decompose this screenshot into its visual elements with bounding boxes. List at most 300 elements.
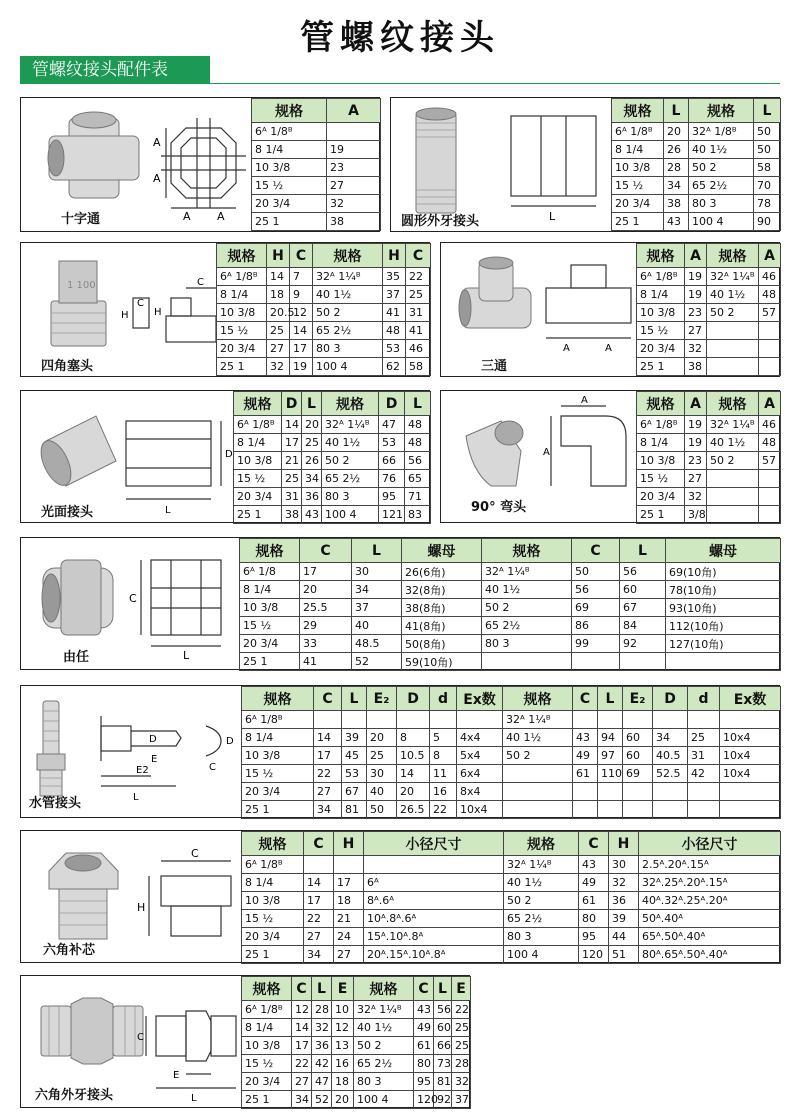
table-cell: [759, 470, 781, 488]
table-cell: 25: [688, 729, 720, 747]
table-cell: 20: [302, 416, 322, 434]
col-header: E₂: [623, 687, 653, 711]
table-cell: 8 1/4: [242, 874, 304, 892]
caption-elbow-90: 90° 弯头: [471, 500, 527, 515]
table-cell: 22: [314, 765, 342, 783]
table-cell: 80 3: [354, 1073, 414, 1091]
table-cell: 56: [405, 452, 431, 470]
table-cell: 40 1½: [689, 141, 754, 159]
table-cell: 50 2: [707, 304, 759, 322]
table-cell: 10 3/8: [240, 599, 300, 617]
table-cell: 8 1/4: [242, 729, 314, 747]
table-cell: 15 ½: [612, 177, 664, 195]
table-cell: 35: [383, 268, 406, 286]
table-cell: 14: [290, 322, 313, 340]
col-header: Ex数: [720, 687, 781, 711]
table-cell: 50: [572, 563, 620, 581]
table-cell: 67: [620, 599, 666, 617]
table-cell: 23: [685, 304, 707, 322]
table-cell: 32ᴬ 1¼ᴮ: [504, 856, 579, 874]
table-cell: 58: [406, 358, 431, 376]
table-cell: 32ᴬ 1/8ᴮ: [689, 123, 754, 141]
table-cell: 49: [579, 874, 609, 892]
union-illustration: [21, 538, 241, 669]
dim-label-c: C: [191, 847, 199, 860]
table-cell: 20 3/4: [252, 195, 327, 213]
table-cell: 46: [406, 340, 431, 358]
table-cell: 34: [314, 801, 342, 819]
table-cell: 34: [302, 470, 322, 488]
table-cell: 8: [397, 729, 430, 747]
table-cell: 33: [300, 635, 352, 653]
col-header: 规格: [689, 99, 754, 123]
table-cell: 59(10角): [402, 653, 482, 671]
table-cell: 65 2½: [313, 322, 383, 340]
table-cell: 38(8角): [402, 599, 482, 617]
table-cell: 67: [342, 783, 367, 801]
table-row: [240, 653, 781, 671]
page-title: 管螺纹接头: [300, 18, 500, 58]
table-cell: [759, 322, 781, 340]
table-cell: [367, 711, 397, 729]
table-row: [217, 304, 431, 322]
dim-label-e2: E2: [136, 765, 149, 776]
table-cell: 53: [342, 765, 367, 783]
table-cell: 10: [332, 1001, 354, 1019]
table-cell: 28: [664, 159, 689, 177]
table-cell: 21: [334, 910, 364, 928]
table-cell: [688, 711, 720, 729]
dim-label-l: L: [549, 210, 556, 223]
table-cell: 27: [314, 783, 342, 801]
table-cell: [666, 653, 781, 671]
table-cell: 50: [754, 123, 781, 141]
table-cell: 6ᴬ 1/8ᴮ: [637, 416, 685, 434]
table-row: [240, 617, 781, 635]
table-cell: 20 3/4: [242, 783, 314, 801]
table-cell: 27: [685, 470, 707, 488]
table-cell: 57: [759, 452, 781, 470]
table-row: [612, 195, 781, 213]
table-cell: 61: [573, 765, 598, 783]
table-cell: 20: [332, 1091, 354, 1109]
table-cell: 22: [430, 801, 457, 819]
table-cell: 40 1½: [504, 874, 579, 892]
table-row: [612, 159, 781, 177]
table-cell: 34: [304, 946, 334, 964]
table-cell: 49: [414, 1019, 434, 1037]
table-cell: 10 3/8: [242, 747, 314, 765]
col-header: H: [383, 244, 406, 268]
table-row: [252, 195, 381, 213]
table-row: [234, 416, 431, 434]
table-cell: 50 2: [354, 1037, 414, 1055]
table-cell: 6ᴬ 1/8ᴮ: [242, 1001, 292, 1019]
table-cell: 2.5ᴬ.20ᴬ.15ᴬ: [639, 856, 781, 874]
table-cell: [720, 783, 781, 801]
col-header: L: [434, 977, 452, 1001]
spec-table-cross-tee: [251, 98, 381, 231]
table-row: [242, 1019, 471, 1037]
table-cell: 90: [754, 213, 781, 231]
table-cell: 65 2½: [322, 470, 379, 488]
table-cell: 12: [290, 304, 313, 322]
table-cell: 80: [414, 1055, 434, 1073]
table-cell: 32ᴬ 1¼ᴮ: [707, 268, 759, 286]
table-cell: 43: [573, 729, 598, 747]
table-cell: 110: [598, 765, 623, 783]
table-cell: 6ᴬ 1/8: [240, 563, 300, 581]
table-cell: 76: [379, 470, 405, 488]
col-header: 规格: [242, 687, 314, 711]
table-row: [637, 286, 781, 304]
section-elbow-90: [440, 390, 780, 523]
table-cell: 34: [653, 729, 688, 747]
section-header-underline: [210, 83, 780, 84]
table-cell: 10 3/8: [612, 159, 664, 177]
table-cell: 56: [434, 1001, 452, 1019]
table-cell: [688, 801, 720, 819]
table-cell: 19: [290, 358, 313, 376]
table-cell: 17: [290, 340, 313, 358]
table-cell: 20: [367, 729, 397, 747]
table-row: [612, 141, 781, 159]
col-header: L: [664, 99, 689, 123]
table-cell: 32ᴬ 1¼ᴮ: [503, 711, 573, 729]
table-cell: 10x4: [720, 729, 781, 747]
table-cell: 32: [685, 488, 707, 506]
table-row: [252, 141, 381, 159]
dim-label-e: E: [151, 754, 158, 765]
table-cell: 80 3: [322, 488, 379, 506]
dim-label-a: A: [605, 343, 612, 354]
table-cell: 45: [342, 747, 367, 765]
col-header: 规格: [313, 244, 383, 268]
section-square-plug: [20, 242, 430, 377]
table-cell: [364, 856, 504, 874]
table-cell: 8 1/4: [217, 286, 267, 304]
col-header: 规格: [707, 244, 759, 268]
table-row: [242, 801, 781, 819]
col-header: A: [685, 392, 707, 416]
col-header: L: [754, 99, 781, 123]
caption-plain-coupling: 光面接头: [41, 505, 94, 520]
table-cell: 36: [609, 892, 639, 910]
table-cell: 36: [302, 488, 322, 506]
table-cell: 95: [414, 1073, 434, 1091]
table-cell: [430, 711, 457, 729]
table-cell: [598, 711, 623, 729]
table-cell: 10 3/8: [234, 452, 282, 470]
table-cell: 69: [623, 765, 653, 783]
table-cell: 6ᴬ 1/8ᴮ: [234, 416, 282, 434]
table-cell: 10x4: [457, 801, 503, 819]
table-cell: 70: [754, 177, 781, 195]
caption-tee: 三通: [481, 359, 508, 374]
table-cell: 38: [685, 358, 707, 376]
table-cell: 20 3/4: [612, 195, 664, 213]
table-cell: [503, 765, 573, 783]
table-row: [217, 286, 431, 304]
section-hose-nipple: [20, 685, 780, 818]
table-cell: 15 ½: [637, 470, 685, 488]
table-cell: 10 3/8: [242, 892, 304, 910]
table-cell: 38: [327, 213, 381, 231]
col-header: 规格: [217, 244, 267, 268]
table-cell: 41: [383, 304, 406, 322]
table-cell: 6ᴬ: [364, 874, 504, 892]
table-cell: 19: [685, 416, 707, 434]
table-cell: [503, 801, 573, 819]
table-cell: 60: [623, 729, 653, 747]
col-header: H: [609, 832, 639, 856]
table-cell: 41: [300, 653, 352, 671]
table-cell: 40 1½: [354, 1019, 414, 1037]
table-cell: [397, 711, 430, 729]
section-header-bar: 管螺纹接头配件表: [20, 56, 210, 84]
table-cell: 20 3/4: [234, 488, 282, 506]
col-header: D: [397, 687, 430, 711]
table-cell: 31: [406, 304, 431, 322]
col-header: 规格: [637, 392, 685, 416]
table-cell: 71: [405, 488, 431, 506]
table-row: [242, 910, 781, 928]
dim-label-c: C: [137, 1032, 144, 1043]
table-cell: 40: [367, 783, 397, 801]
table-cell: 95: [379, 488, 405, 506]
table-cell: 80: [579, 910, 609, 928]
table-cell: 120: [579, 946, 609, 964]
table-row: [252, 213, 381, 231]
table-cell: 3/8: [685, 506, 707, 524]
table-cell: 78(10角): [666, 581, 781, 599]
table-cell: 42: [312, 1055, 332, 1073]
table-cell: 80ᴬ.65ᴬ.50ᴬ.40ᴬ: [639, 946, 781, 964]
col-header: E₂: [367, 687, 397, 711]
table-cell: 50 2: [482, 599, 572, 617]
dim-label-a: A: [183, 210, 191, 223]
table-cell: 50(8角): [402, 635, 482, 653]
table-cell: [759, 340, 781, 358]
table-cell: 21: [282, 452, 302, 470]
table-row: [242, 856, 781, 874]
table-row: [612, 213, 781, 231]
table-cell: 15 ½: [217, 322, 267, 340]
table-cell: 32ᴬ.25ᴬ.20ᴬ.15ᴬ: [639, 874, 781, 892]
table-cell: 83: [405, 506, 431, 524]
table-cell: 27: [685, 322, 707, 340]
table-cell: 37: [352, 599, 402, 617]
table-row: [240, 581, 781, 599]
table-cell: 17: [292, 1037, 312, 1055]
table-cell: 25 1: [612, 213, 664, 231]
col-header: H: [267, 244, 290, 268]
table-cell: [327, 123, 381, 141]
table-cell: 20 3/4: [242, 928, 304, 946]
table-cell: 18: [332, 1073, 354, 1091]
col-header: 规格: [612, 99, 664, 123]
col-header: L: [342, 687, 367, 711]
section-cross-tee: [20, 97, 380, 232]
table-cell: 32: [312, 1019, 332, 1037]
dim-label-l: L: [165, 505, 171, 516]
table-row: [252, 123, 381, 141]
table-cell: 6ᴬ 1/8ᴮ: [612, 123, 664, 141]
table-cell: 12: [332, 1019, 354, 1037]
table-cell: 10x4: [720, 747, 781, 765]
col-header: Ex数: [457, 687, 503, 711]
col-header: 规格: [707, 392, 759, 416]
table-cell: [623, 711, 653, 729]
table-cell: 31: [688, 747, 720, 765]
table-row: [637, 340, 781, 358]
col-header: 螺母: [402, 539, 482, 563]
table-cell: 25 1: [637, 506, 685, 524]
table-row: [234, 434, 431, 452]
table-cell: 27: [327, 177, 381, 195]
table-cell: 43: [579, 856, 609, 874]
table-cell: 25: [282, 470, 302, 488]
table-cell: 60: [620, 581, 666, 599]
table-row: [217, 322, 431, 340]
table-cell: 10.5: [397, 747, 430, 765]
table-row: [252, 177, 381, 195]
table-cell: [334, 856, 364, 874]
table-cell: 15 ½: [234, 470, 282, 488]
col-header: A: [327, 99, 381, 123]
dim-label-d: D: [226, 736, 234, 747]
table-row: [242, 765, 781, 783]
table-cell: 8 1/4: [252, 141, 327, 159]
table-cell: 34: [292, 1091, 312, 1109]
table-row: [242, 1091, 471, 1109]
dim-label-l: L: [191, 1093, 197, 1104]
table-cell: 4x4: [457, 729, 503, 747]
table-cell: 99: [572, 635, 620, 653]
table-cell: 26: [302, 452, 322, 470]
table-cell: 20.5: [267, 304, 290, 322]
table-cell: 8x4: [457, 783, 503, 801]
caption-round-male-nipple: 圆形外牙接头: [401, 214, 480, 229]
table-cell: 47: [312, 1073, 332, 1091]
table-cell: 6ᴬ 1/8ᴮ: [242, 856, 304, 874]
table-cell: 38: [664, 195, 689, 213]
table-cell: 65 2½: [482, 617, 572, 635]
table-cell: [759, 358, 781, 376]
col-header: L: [598, 687, 623, 711]
table-row: [242, 747, 781, 765]
caption-hex-bushing: 六角补芯: [43, 943, 96, 958]
table-row: [637, 358, 781, 376]
table-cell: [707, 358, 759, 376]
table-cell: [653, 711, 688, 729]
spec-table-hex-bushing: [241, 831, 781, 964]
table-cell: [707, 322, 759, 340]
table-cell: 37: [383, 286, 406, 304]
table-row: [242, 892, 781, 910]
table-cell: [759, 506, 781, 524]
table-cell: [623, 783, 653, 801]
dim-label-d: D: [149, 734, 157, 745]
caption-hex-nipple: 六角外牙接头: [35, 1088, 114, 1103]
table-cell: 6ᴬ 1/8ᴮ: [637, 268, 685, 286]
table-cell: 15 ½: [637, 322, 685, 340]
table-cell: 65 2½: [354, 1055, 414, 1073]
section-round-male-nipple: [390, 97, 780, 232]
table-cell: [707, 470, 759, 488]
caption-cross-tee: 十字通: [61, 212, 101, 227]
table-cell: [598, 783, 623, 801]
table-cell: 8 1/4: [637, 434, 685, 452]
table-cell: 100 4: [689, 213, 754, 231]
table-cell: 26.5: [397, 801, 430, 819]
col-header: L: [312, 977, 332, 1001]
col-header: C: [414, 977, 434, 1001]
table-cell: [720, 801, 781, 819]
table-cell: 15 ½: [242, 765, 314, 783]
dim-label-l: L: [133, 792, 139, 803]
table-cell: 32: [327, 195, 381, 213]
table-row: [217, 340, 431, 358]
table-cell: 43: [302, 506, 322, 524]
table-cell: 20 3/4: [242, 1073, 292, 1091]
table-cell: [482, 653, 572, 671]
table-cell: 19: [685, 268, 707, 286]
table-cell: 42: [688, 765, 720, 783]
table-cell: 50 2: [313, 304, 383, 322]
spec-table-plain-coupling: [233, 391, 431, 524]
table-cell: 11: [430, 765, 457, 783]
table-cell: 20: [664, 123, 689, 141]
dim-label-d: D: [225, 449, 233, 460]
table-cell: 5: [430, 729, 457, 747]
table-cell: 20 3/4: [217, 340, 267, 358]
table-cell: 9: [290, 286, 313, 304]
dim-label-c: C: [129, 592, 137, 605]
table-cell: 65 2½: [689, 177, 754, 195]
table-cell: 14: [304, 874, 334, 892]
table-row: [217, 358, 431, 376]
table-row: [637, 268, 781, 286]
table-cell: 65: [405, 470, 431, 488]
table-cell: 30: [609, 856, 639, 874]
col-header: H: [334, 832, 364, 856]
table-cell: 34: [664, 177, 689, 195]
table-cell: 27: [334, 946, 364, 964]
table-cell: 18: [334, 892, 364, 910]
table-cell: 40.5: [653, 747, 688, 765]
table-cell: 32: [267, 358, 290, 376]
table-cell: 17: [300, 563, 352, 581]
table-cell: 25 1: [637, 358, 685, 376]
table-cell: 80 3: [689, 195, 754, 213]
table-cell: 25 1: [234, 506, 282, 524]
dim-label-l: L: [183, 649, 190, 662]
table-cell: 17: [314, 747, 342, 765]
table-row: [252, 159, 381, 177]
table-cell: 95: [579, 928, 609, 946]
table-row: [242, 874, 781, 892]
table-cell: 43: [664, 213, 689, 231]
dim-label-h: H: [121, 310, 129, 321]
table-cell: 81: [342, 801, 367, 819]
table-cell: 48: [405, 416, 431, 434]
table-row: [242, 1073, 471, 1091]
table-cell: 66: [434, 1037, 452, 1055]
table-row: [242, 1001, 471, 1019]
col-header: 规格: [354, 977, 414, 1001]
table-cell: 10 3/8: [637, 304, 685, 322]
